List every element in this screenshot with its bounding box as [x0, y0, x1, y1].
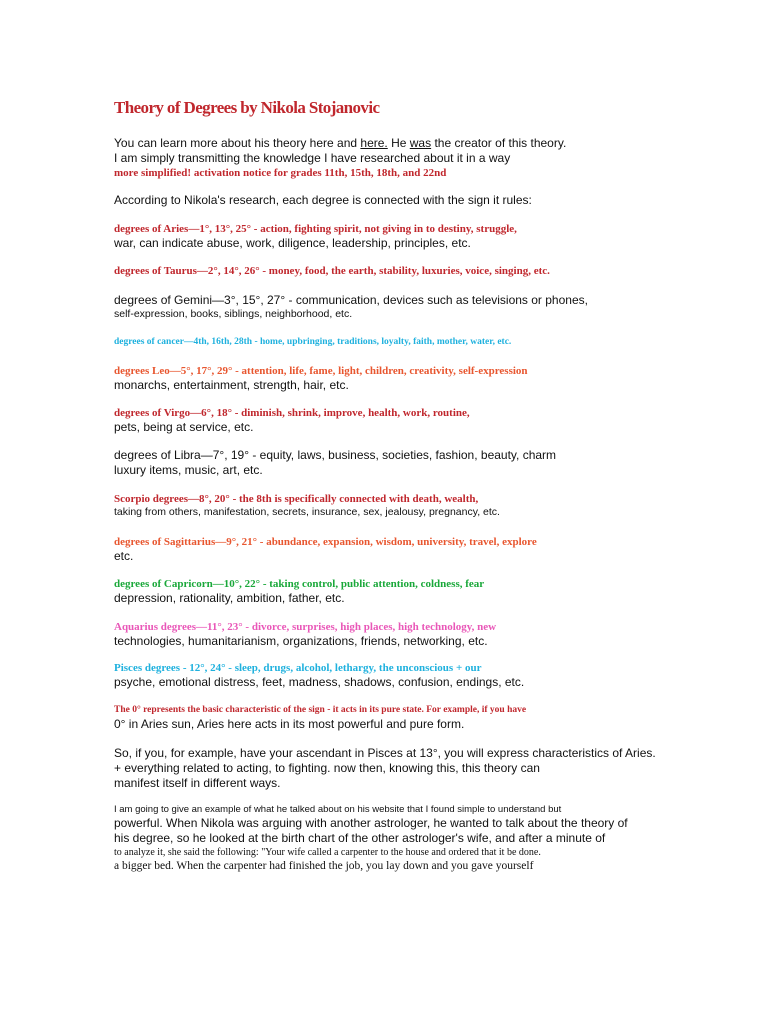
story-paragraph: [114, 803, 628, 874]
gemini-heading: degrees of Gemini—3°, 15°, 27° - communication, devices such as televisions or phones,: [114, 293, 588, 307]
aries-heading: degrees of Aries—1°, 13°, 25° - action, fighting spirit, not giving in to destiny, struggle,: [114, 223, 517, 235]
intro-line-1: [114, 136, 566, 151]
taurus-heading: degrees of Taurus—2°, 14°, 26° - money, food, the earth, stability, luxuries, voice, singing, etc.: [114, 265, 550, 277]
story-line-4: to analyze it, she said the following: "Your wife called a carpenter to the house and ordered that it be done.: [114, 847, 541, 858]
capricorn-section: [114, 577, 484, 606]
story-line-1: I am going to give an example of what he talked about on his website that I found simple to understand but: [114, 804, 562, 815]
gemini-text: self-expression, books, siblings, neighborhood, etc.: [114, 308, 353, 320]
capricorn-heading: degrees of Capricorn—10°, 22° - taking control, public attention, coldness, fear: [114, 578, 485, 590]
zero-degree-heading: The 0° represents the basic characteristic of the sign - it acts in its pure state. For example, if you have: [114, 705, 527, 715]
page-title: Theory of Degrees by Nikola Stojanovic: [114, 98, 380, 117]
taurus-section: [114, 264, 550, 278]
virgo-text: pets, being at service, etc.: [114, 420, 254, 434]
cancer-heading: degrees of cancer—4th, 16th, 28th - home, upbringing, traditions, loyalty, faith, mother, water, etc.: [114, 337, 512, 347]
pisces-heading: Pisces degrees - 12°, 24° - sleep, drugs, alcohol, lethargy, the unconscious + our: [114, 662, 482, 674]
leo-section: [114, 364, 528, 393]
leo-heading: degrees Leo—5°, 17°, 29° - attention, life, fame, light, children, creativity, self-expression: [114, 365, 528, 377]
story-line-5: a bigger bed. When the carpenter had finished the job, you lay down and you gave yourself: [114, 860, 534, 872]
sagittarius-heading: degrees of Sagittarius—9°, 21° - abundance, expansion, wisdom, university, travel, explore: [114, 536, 537, 548]
intro-text: You can learn more about his theory here and: [114, 136, 361, 150]
intro-line-3: more simplified! activation notice for grades 11th, 15th, 18th, and 22nd: [114, 167, 447, 179]
sagittarius-text: etc.: [114, 549, 134, 563]
story-line-3: his degree, so he looked at the birth chart of the other astrologer's wife, and after a minute of: [114, 831, 606, 845]
zero-degree-text: 0° in Aries sun, Aries here acts in its most powerful and pure form.: [114, 717, 465, 731]
virgo-heading: degrees of Virgo—6°, 18° - diminish, shrink, improve, health, work, routine,: [114, 407, 470, 419]
pisces-text: psyche, emotional distress, feet, madness, shadows, confusion, endings, etc.: [114, 675, 525, 689]
aquarius-heading: Aquarius degrees—11°, 23° - divorce, surprises, high places, high technology, new: [114, 621, 497, 633]
scorpio-heading: Scorpio degrees—8°, 20° - the 8th is specifically connected with death, wealth,: [114, 493, 479, 505]
intro-paragraph: [114, 136, 566, 180]
leo-text: monarchs, entertainment, strength, hair, etc.: [114, 378, 349, 392]
cancer-section: [114, 336, 511, 349]
sagittarius-section: [114, 535, 537, 564]
libra-heading: degrees of Libra—7°, 19° - equity, laws, business, societies, fashion, beauty, charm: [114, 448, 557, 462]
pisces-section: [114, 661, 524, 690]
ascendant-line-1: So, if you, for example, have your ascendant in Pisces at 13°, you will express characteristics of Aries.: [114, 746, 656, 760]
scorpio-text: taking from others, manifestation, secrets, insurance, sex, jealousy, pregnancy, etc.: [114, 506, 500, 518]
virgo-section: [114, 406, 470, 435]
zero-degree-section: [114, 704, 526, 732]
story-line-2: powerful. When Nikola was arguing with another astrologer, he wanted to talk about the theory of: [114, 816, 628, 830]
intro-text: the creator of this theory.: [431, 136, 567, 150]
aries-text: war, can indicate abuse, work, diligence, leadership, principles, etc.: [114, 236, 471, 250]
aquarius-section: [114, 620, 496, 649]
ascendant-line-3: manifest itself in different ways.: [114, 776, 281, 790]
libra-text: luxury items, music, art, etc.: [114, 463, 263, 477]
capricorn-text: depression, rationality, ambition, father, etc.: [114, 591, 345, 605]
libra-section: [114, 448, 556, 478]
document-page: [114, 98, 634, 140]
ascendant-example-paragraph: [114, 746, 656, 791]
intro-text: He: [387, 136, 410, 150]
according-paragraph: According to Nikola's research, each degree is connected with the sign it rules:: [114, 193, 532, 207]
scorpio-section: [114, 492, 500, 519]
ascendant-line-2: + everything related to acting, to fighting. now then, knowing this, this theory can: [114, 761, 540, 775]
gemini-section: [114, 293, 588, 321]
aries-section: [114, 222, 517, 251]
was-link[interactable]: was: [409, 136, 432, 150]
aquarius-text: technologies, humanitarianism, organizations, friends, networking, etc.: [114, 634, 488, 648]
intro-line-2: I am simply transmitting the knowledge I have researched about it in a way: [114, 151, 511, 165]
here-link[interactable]: here.: [360, 136, 388, 150]
